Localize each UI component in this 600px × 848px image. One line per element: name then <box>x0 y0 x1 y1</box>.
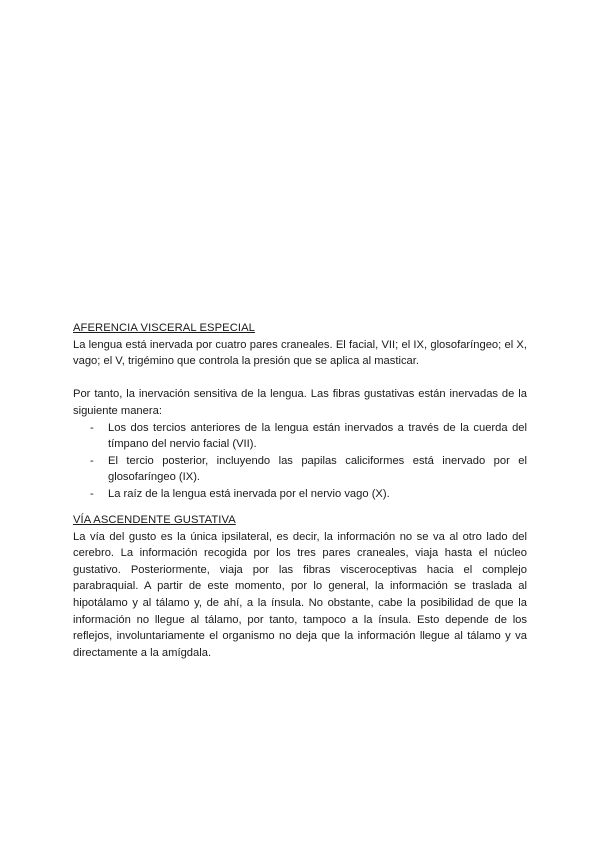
list-item <box>73 486 527 503</box>
list-dash: - <box>90 487 94 500</box>
intro-paragraph: La lengua está inervada por cuatro pares craneales. El facial, VII; el IX, glosofaríngeo; el X, vago; el V, trigémino que controla la presión que se aplica al masticar. <box>73 338 527 368</box>
section-heading: VÍA ASCENDENTE GUSTATIVA <box>73 514 236 526</box>
list-item <box>73 420 527 453</box>
list-item-text: Los dos tercios anteriores de la lengua están inervados a través de la cuerda del tímpano del nervio facial (VII). <box>108 421 527 451</box>
body-paragraph: La vía del gusto es la única ipsilateral, es decir, la información no se va al otro lado del cerebro. La información recogida por los tres pares craneales, viaja hasta el núcleo gustativo. Posteriormente, viaja por las fibras visceroceptivas hacia el complejo parabraquial. A partir de este momento, por lo general, la información se traslada al hipotálamo y al tálamo y, de ahí, a la ínsula. No obstante, cabe la posibilidad de que la información no llegue al tálamo, por tanto, tampoco a la ínsula. Esto depende de los reflejos, involuntariamente el organismo no deja que la información llegue al tálamo y va directamente a la amígdala. <box>73 530 527 659</box>
section-via-ascendente <box>73 512 527 661</box>
section-aferencia-visceral <box>73 320 527 503</box>
list-item-text: El tercio posterior, incluyendo las papilas caliciformes está inervado por el glosofaríngeo (IX). <box>108 454 527 484</box>
inervation-list <box>73 420 527 503</box>
inervation-paragraph: Por tanto, la inervación sensitiva de la lengua. Las fibras gustativas están inervadas de la siguiente manera: <box>73 388 527 417</box>
paragraph-spacer <box>73 370 527 387</box>
section-heading: AFERENCIA VISCERAL ESPECIAL <box>73 322 255 334</box>
list-dash: - <box>90 454 94 467</box>
list-dash: - <box>90 421 94 434</box>
list-item <box>73 453 527 486</box>
list-item-text: La raíz de la lengua está inervada por el nervio vago (X). <box>108 487 390 500</box>
